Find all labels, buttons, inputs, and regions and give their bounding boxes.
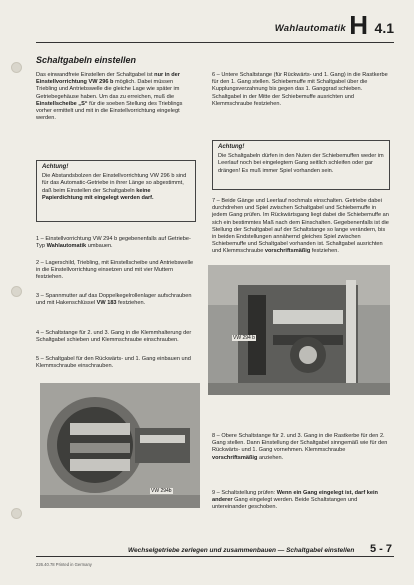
page-number: 5 - 7 [369, 543, 392, 555]
header-number: 4.1 [374, 20, 394, 36]
footer-rule [36, 556, 394, 557]
photo-label-bottom: VW 294b [151, 488, 172, 494]
header-title: Wahlautomatik [274, 23, 346, 34]
note-title: Achtung! [218, 144, 245, 150]
photo-gearbox-fixture [40, 383, 200, 508]
punch-hole [11, 286, 22, 297]
step-4: 4 – Schaltstange für 2. und 3. Gang in die Klemmhalterung der Schaltgabel schieben und Klemmschraube einschrauben. [36, 330, 192, 344]
punch-hole [11, 508, 22, 519]
step-3: 3 – Spannmutter auf das Doppelkegelrollenlager aufschrauben und mit Hakenschlüssel VW 183 festziehen. [36, 293, 192, 307]
note-box-right: Achtung! Die Schaltgabeln dürfen in den Nuten der Schiebemuffen weder im Leerlauf noch bei eingelegtem Gang seitlich schleifen oder gar drängen! Es muß immer Spiel vorhanden sein. [212, 140, 390, 190]
step-8: 8 – Obere Schaltstange für 2. und 3. Gang in die Rastkerbe für den 2. Gang stellen. Dann Einstellung der Schaltgabel sinngemäß wie für den Rückwärts- und 1. Gang vornehmen. Klemmschraube vorschriftsmäßig anziehen. [212, 433, 388, 461]
header-rule [36, 42, 394, 43]
step-5: 5 – Schaltgabel für den Rückwärts- und 1. Gang einbauen und Klemmschraube einschrauben. [36, 356, 191, 370]
punch-hole [11, 62, 22, 73]
step-6: 6 – Untere Schaltstange (für Rückwärts- und 1. Gang) in die Rastkerbe für den 1. Gang stellen. Schiebemuffe mit Schaltgabel über die Kupplungsverzahnung bis gegen das 1. Ganggrad schieben. Schaltgabel in der Mitte der Schiebemuffe ausrichten und Klemmschraube festziehen. [212, 72, 388, 107]
photo-shift-fork-assembly [208, 265, 390, 395]
note-title: Achtung! [42, 164, 69, 170]
section-title: Schaltgabeln einstellen [36, 55, 137, 65]
note-box-left: Achtung! Die Abstandsbolzen der Einstellvorrichtung VW 296 b sind für das Automatic-Getriebe in ihrer Länge so abgestimmt, daß beim Einstellen der Schaltgabeln keine Papierdichtung mit eingelegt werden darf. [36, 160, 196, 222]
step-2: 2 – Lagerschild, Triebling, mit Einstellscheibe und Antriebswelle in die Einstellvorrichtung einsetzen und mit vier Muttern festziehen. [36, 260, 194, 281]
step-7: 7 – Beide Gänge und Leerlauf nochmals einschalten. Getriebe dabei durchdrehen und Spiel zwischen Schaltgabel und Schiebemuffe in jedem Gang prüfen. Im Rückwärtsgang liegt dabei die Schiebemuffe an sich ein bestimmtes Maß nach dem Einschalten. Gegebenenfalls ist die Stellung der Schaltgabel auf der Schaltstange so lange verändern, bis in beiden Endstellungen annähernd gleiches Spiel zwischen Schiebemuffe und Schaltgabel vorhanden ist. Schaltgabel ausrichten und Klemmschraube vorschriftsmäßig festziehen. [212, 198, 389, 255]
intro-text: Das einwandfreie Einstellen der Schaltgabel ist nur in der Einstellvorrichtung VW 296 b möglich. Dabei müssen Triebling und Antriebswelle die gleiche Lage wie später im Getriebegehäuse haben. Um das zu erreichen, muß die Einstellscheibe „S“ für die soeben Stellung des Trieblings vorher ermittelt und mit in die Einstellvorrichtung eingelegt werden. [36, 72, 183, 122]
step-1: 1 – Einstellvorrichtung VW 294 b gegebenenfalls auf Getriebe-Typ Wahlautomatik umbauen. [36, 236, 191, 250]
photo-label-top: VW 294 b [233, 335, 255, 341]
print-note: 226.40.78 Printed in Germany [36, 562, 92, 567]
header-letter: H [349, 10, 368, 40]
footer-title: Wechselgetriebe zerlegen und zusammenbauen — Schaltgabel einstellen [128, 547, 355, 554]
step-9: 9 – Schaltstellung prüfen: Wenn ein Gang eingelegt ist, darf kein anderer Gang eingelegt werden. Beide Schaltstangen und untereinander geschoben. [212, 490, 378, 511]
